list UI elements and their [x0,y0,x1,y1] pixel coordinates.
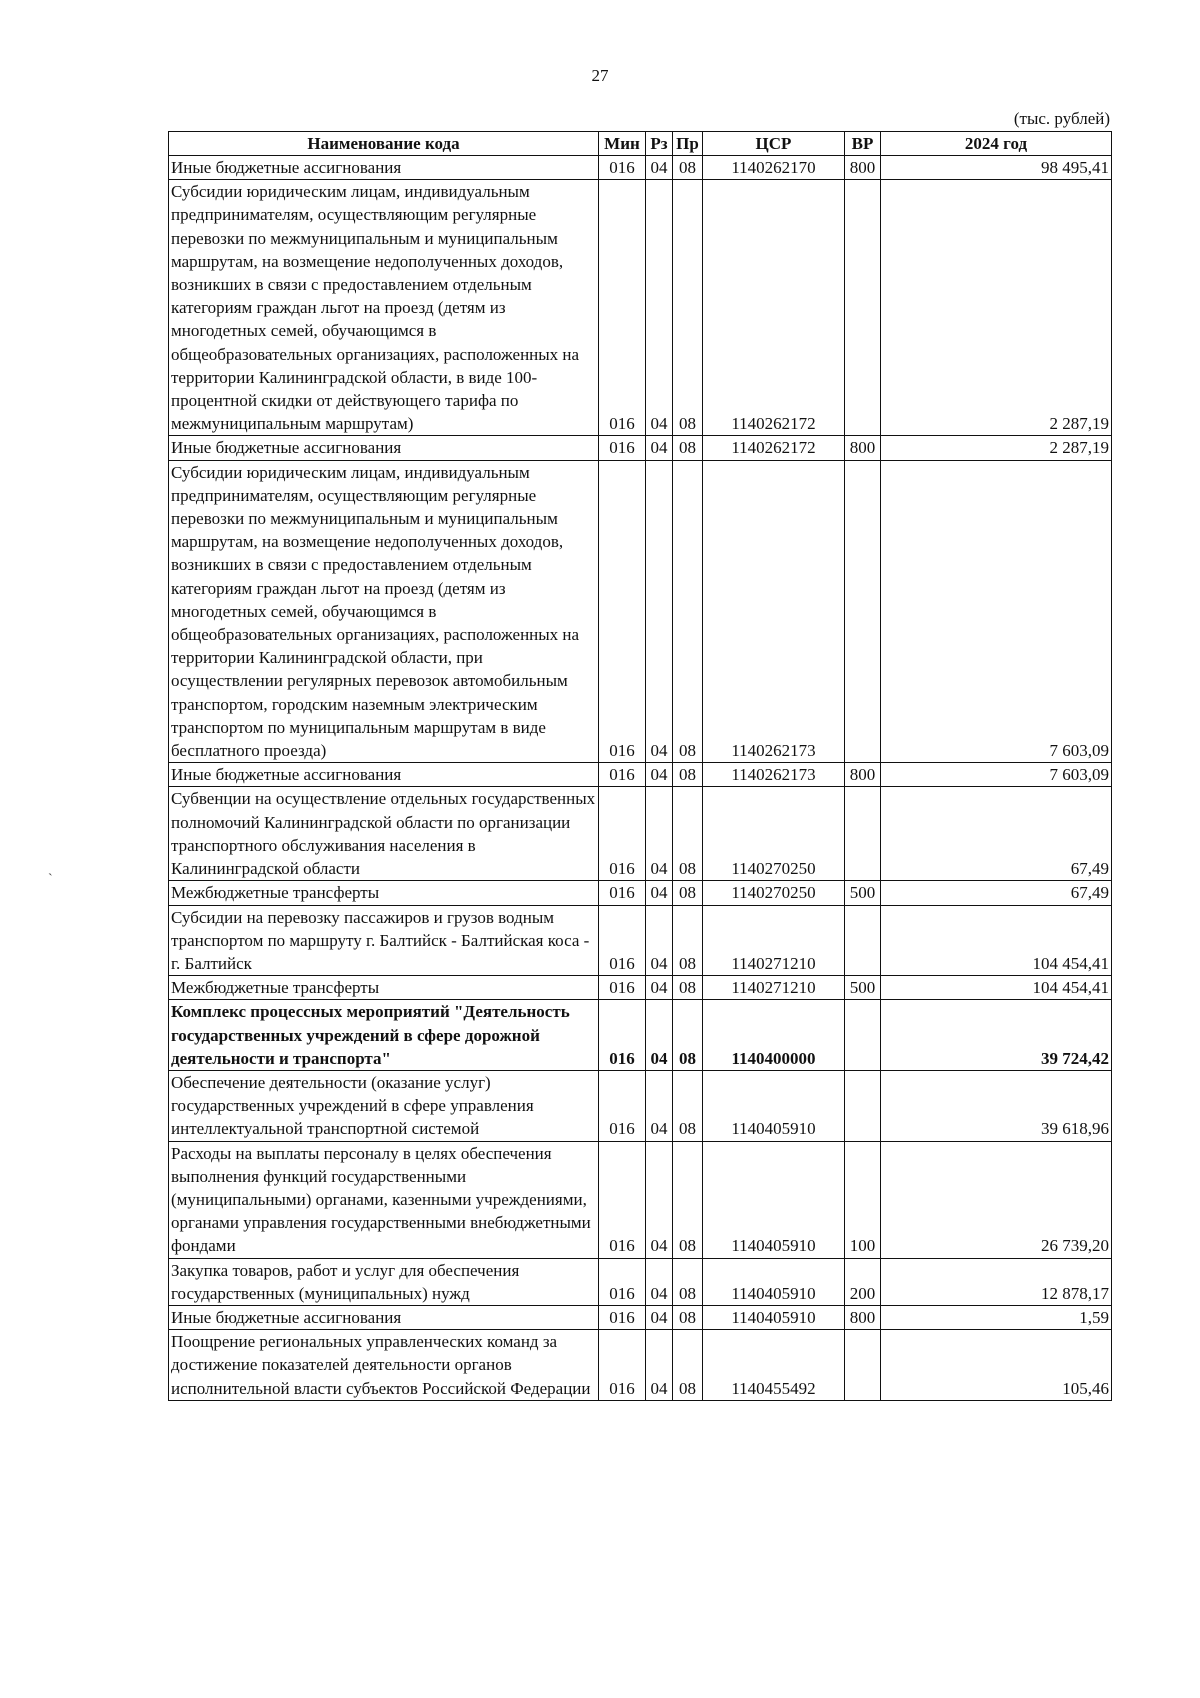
header-min: Мин [599,132,646,156]
row-vr [845,787,881,881]
row-vr: 500 [845,976,881,1000]
row-min: 016 [599,1141,646,1258]
row-rz: 04 [646,180,673,436]
row-vr [845,1000,881,1071]
row-amount: 2 287,19 [881,180,1112,436]
row-vr: 800 [845,156,881,180]
row-rz: 04 [646,460,673,763]
row-name: Субсидии юридическим лицам, индивидуальным предпринимателям, осуществляющим регулярные перевозки по межмуниципальным и муниципальным маршрутам, на возмещение недополученных доходов, возникших в связи с предоставлением отдельным категориям граждан льгот на проезд (детям из многодетных семей, обучающимся в общеобразовательных организациях, расположенных на территории Калининградской области, в виде 100-процентной скидки от действующего тарифа по межмуниципальным маршрутам) [169,180,599,436]
row-pr: 08 [673,763,703,787]
row-min: 016 [599,905,646,976]
row-amount: 98 495,41 [881,156,1112,180]
page-number: 27 [591,66,609,85]
row-name: Иные бюджетные ассигнования [169,763,599,787]
row-amount: 104 454,41 [881,905,1112,976]
row-rz: 04 [646,156,673,180]
row-vr [845,905,881,976]
row-vr [845,460,881,763]
row-csr: 1140262173 [703,460,845,763]
budget-table [168,131,1112,1401]
row-csr: 1140405910 [703,1070,845,1141]
units-label: (тыс. рублей) [1013,109,1110,128]
row-vr: 200 [845,1258,881,1305]
table-row-section [169,1000,1112,1071]
table-row [169,881,1112,905]
table-row [169,1330,1112,1401]
row-csr: 1140400000 [703,1000,845,1071]
row-vr [845,1070,881,1141]
row-vr: 500 [845,881,881,905]
row-pr: 08 [673,1141,703,1258]
row-csr: 1140271210 [703,905,845,976]
table-row [169,180,1112,436]
row-pr: 08 [673,460,703,763]
row-csr: 1140455492 [703,1330,845,1401]
row-pr: 08 [673,905,703,976]
row-pr: 08 [673,1000,703,1071]
row-csr: 1140271210 [703,976,845,1000]
header-pr: Пр [673,132,703,156]
row-min: 016 [599,1305,646,1329]
row-csr: 1140262172 [703,436,845,460]
row-min: 016 [599,1000,646,1071]
row-vr: 800 [845,436,881,460]
table-row [169,905,1112,976]
row-name: Межбюджетные трансферты [169,976,599,1000]
row-pr: 08 [673,180,703,436]
row-min: 016 [599,180,646,436]
row-amount: 12 878,17 [881,1258,1112,1305]
row-name: Субсидии юридическим лицам, индивидуальным предпринимателям, осуществляющим регулярные перевозки по межмуниципальным и муниципальным маршрутам, на возмещение недополученных доходов, возникших в связи с предоставлением отдельным категориям граждан льгот на проезд (детям из многодетных семей, обучающимся в общеобразовательных организациях, расположенных на территории Калининградской области, при осуществлении регулярных перевозок автомобильным транспортом, городским наземным электрическим транспортом по муниципальным маршрутам в виде бесплатного проезда) [169,460,599,763]
row-amount: 1,59 [881,1305,1112,1329]
row-amount: 67,49 [881,881,1112,905]
row-pr: 08 [673,787,703,881]
row-name: Субсидии на перевозку пассажиров и грузов водным транспортом по маршруту г. Балтийск - Балтийская коса - г. Балтийск [169,905,599,976]
row-pr: 08 [673,436,703,460]
header-csr: ЦСР [703,132,845,156]
header-year: 2024 год [881,132,1112,156]
row-rz: 04 [646,905,673,976]
row-name: Комплекс процессных мероприятий "Деятельность государственных учреждений в сфере дорожной деятельности и транспорта" [169,1000,599,1071]
row-name: Обеспечение деятельности (оказание услуг) государственных учреждений в сфере управления интеллектуальной транспортной системой [169,1070,599,1141]
row-csr: 1140270250 [703,881,845,905]
row-rz: 04 [646,1141,673,1258]
row-rz: 04 [646,1070,673,1141]
row-min: 016 [599,1258,646,1305]
row-pr: 08 [673,1070,703,1141]
row-vr [845,1330,881,1401]
row-amount: 67,49 [881,787,1112,881]
row-amount: 104 454,41 [881,976,1112,1000]
row-rz: 04 [646,787,673,881]
row-csr: 1140262172 [703,180,845,436]
row-min: 016 [599,1070,646,1141]
row-name: Поощрение региональных управленческих команд за достижение показателей деятельности органов исполнительной власти субъектов Российской Федерации [169,1330,599,1401]
row-rz: 04 [646,1258,673,1305]
row-rz: 04 [646,436,673,460]
row-min: 016 [599,460,646,763]
table-row [169,976,1112,1000]
row-csr: 1140405910 [703,1141,845,1258]
row-pr: 08 [673,1258,703,1305]
row-name: Субвенции на осуществление отдельных государственных полномочий Калининградской области по организации транспортного обслуживания населения в Калининградской области [169,787,599,881]
row-vr: 100 [845,1141,881,1258]
row-name: Иные бюджетные ассигнования [169,436,599,460]
header-rz: Рз [646,132,673,156]
row-name: Закупка товаров, работ и услуг для обеспечения государственных (муниципальных) нужд [169,1258,599,1305]
row-rz: 04 [646,881,673,905]
header-vr: ВР [845,132,881,156]
table-row [169,460,1112,763]
row-pr: 08 [673,1305,703,1329]
row-amount: 39 618,96 [881,1070,1112,1141]
row-pr: 08 [673,976,703,1000]
row-min: 016 [599,1330,646,1401]
row-name: Межбюджетные трансферты [169,881,599,905]
row-pr: 08 [673,1330,703,1401]
row-vr: 800 [845,1305,881,1329]
row-min: 016 [599,976,646,1000]
row-min: 016 [599,156,646,180]
row-csr: 1140262173 [703,763,845,787]
scan-mark: ` [48,872,53,887]
row-vr: 800 [845,763,881,787]
row-pr: 08 [673,881,703,905]
row-min: 016 [599,881,646,905]
table-row [169,156,1112,180]
row-csr: 1140405910 [703,1258,845,1305]
row-pr: 08 [673,156,703,180]
row-rz: 04 [646,976,673,1000]
row-rz: 04 [646,1330,673,1401]
row-csr: 1140405910 [703,1305,845,1329]
row-amount: 2 287,19 [881,436,1112,460]
row-amount: 39 724,42 [881,1000,1112,1071]
row-rz: 04 [646,1000,673,1071]
row-name: Расходы на выплаты персоналу в целях обеспечения выполнения функций государственными (муниципальными) органами, казенными учреждениями, органами управления государственными внебюджетными фондами [169,1141,599,1258]
row-min: 016 [599,787,646,881]
table-row [169,763,1112,787]
row-amount: 26 739,20 [881,1141,1112,1258]
row-amount: 7 603,09 [881,460,1112,763]
row-csr: 1140270250 [703,787,845,881]
table-row [169,1141,1112,1258]
header-name: Наименование кода [169,132,599,156]
row-rz: 04 [646,763,673,787]
row-rz: 04 [646,1305,673,1329]
row-name: Иные бюджетные ассигнования [169,156,599,180]
table-row [169,436,1112,460]
table-row [169,1258,1112,1305]
row-amount: 105,46 [881,1330,1112,1401]
row-vr [845,180,881,436]
table-row [169,1070,1112,1141]
row-name: Иные бюджетные ассигнования [169,1305,599,1329]
table-header-row [169,132,1112,156]
row-csr: 1140262170 [703,156,845,180]
row-amount: 7 603,09 [881,763,1112,787]
table-row [169,1305,1112,1329]
row-min: 016 [599,763,646,787]
row-min: 016 [599,436,646,460]
table-row [169,787,1112,881]
